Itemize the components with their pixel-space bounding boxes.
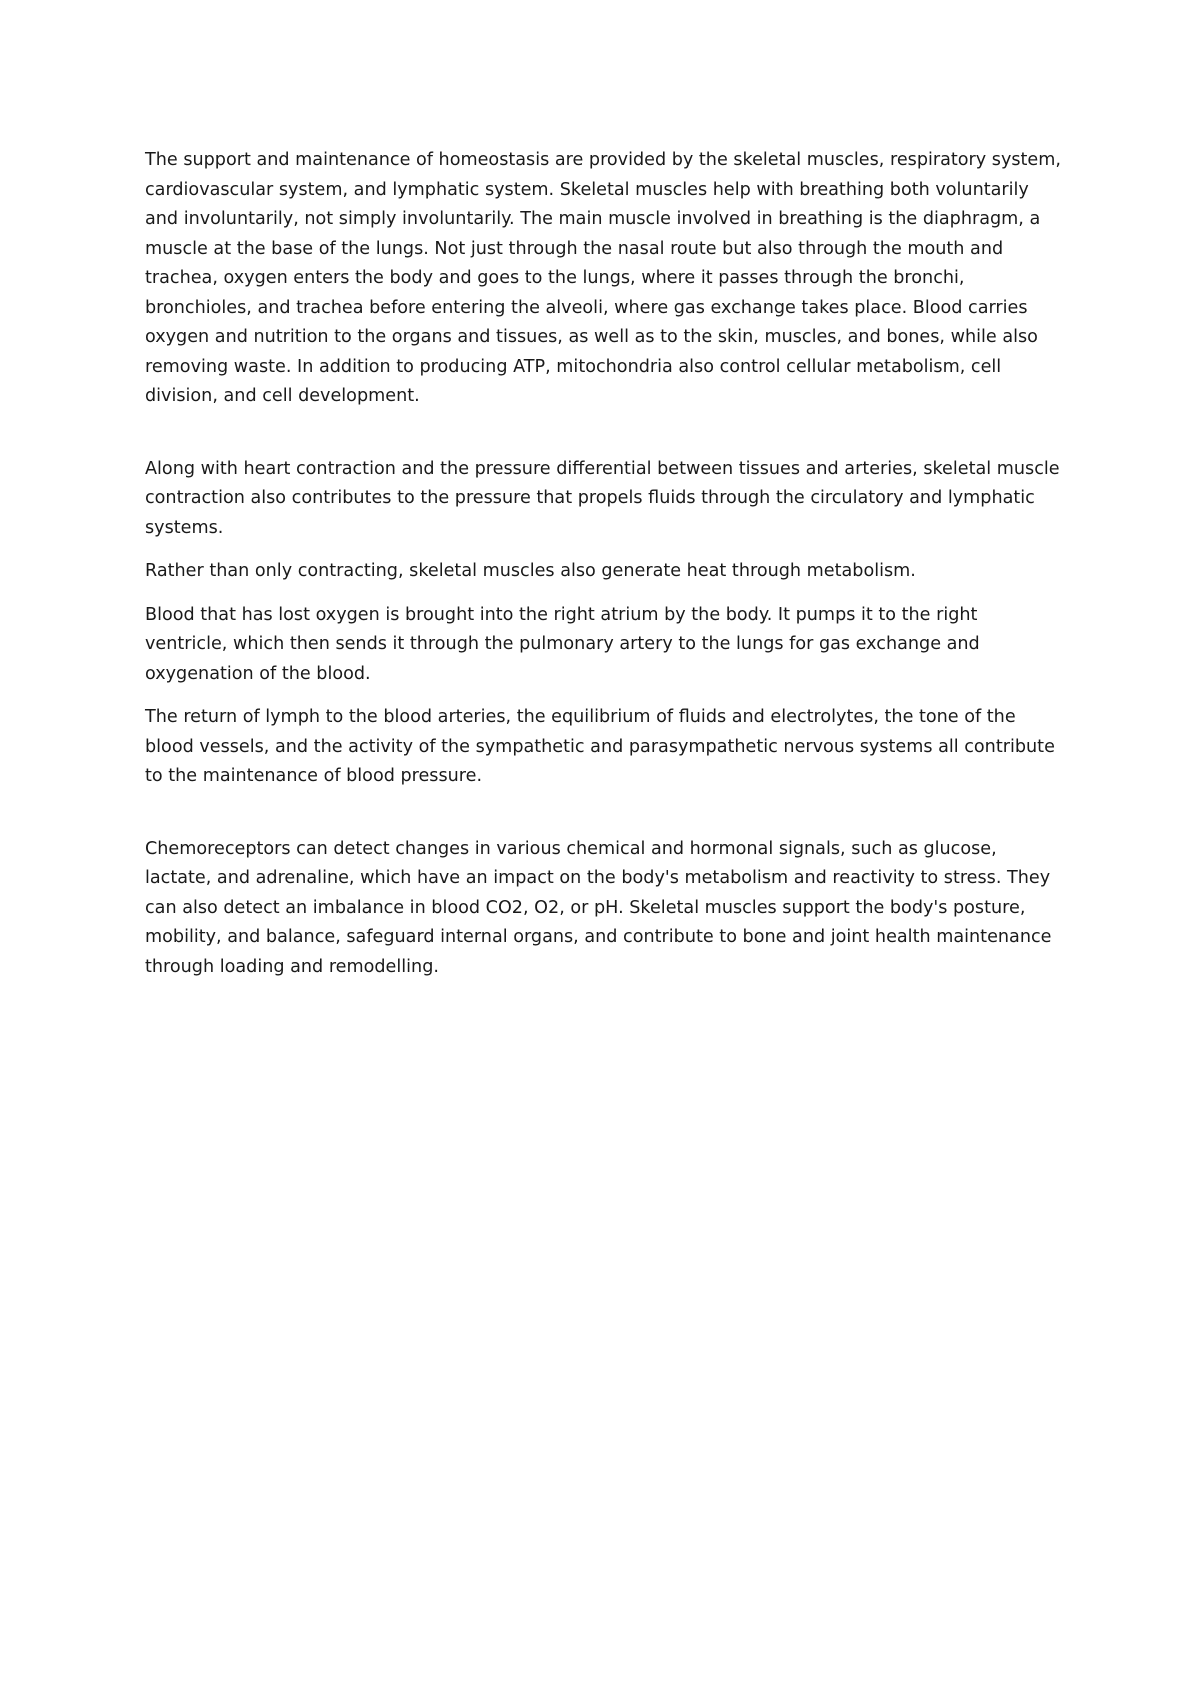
paragraph-blood-pressure: The return of lymph to the blood arteries, the equilibrium of fluids and electrolytes, the tone of the blood vessels, and the activity of the sympathetic and parasympathetic nervous systems all contribute to the maintenance of blood pressure. [145,707,1055,786]
paragraph-homeostasis: The support and maintenance of homeostasis are provided by the skeletal muscles, respiratory system, cardiovascular system, and lymphatic system. Skeletal muscles help with breathing both voluntarily and involuntarily, not simply involuntarily. The main muscle involved in breathing is the diaphragm, a muscle at the base of the lungs. Not just through the nasal route but also through the mouth and trachea, oxygen enters the body and goes to the lungs, where it passes through the bronchi, bronchioles, and trachea before entering the alveoli, where gas exchange takes place. Blood carries oxygen and nutrition to the organs and tissues, as well as to the skin, muscles, and bones, while also removing waste. In addition to producing ATP, mitochondria also control cellular metabolism, cell division, and cell development. [145,150,1061,406]
paragraph-muscle-contraction: Along with heart contraction and the pressure differential between tissues and arteries, skeletal muscle contraction also contributes to the pressure that propels fluids through the circulatory and lymphatic systems. [145,458,1060,538]
paragraph-blood-circulation: Blood that has lost oxygen is brought into the right atrium by the body. It pumps it to the right ventricle, which then sends it through the pulmonary artery to the lungs for gas exchange and oxygenation of the blood. [145,604,980,684]
document-body [145,146,1065,996]
paragraph-heat-generation: Rather than only contracting, skeletal muscles also generate heat through metabolism. [145,561,916,581]
paragraph-chemoreceptors: Chemoreceptors can detect changes in various chemical and hormonal signals, such as glucose, lactate, and adrenaline, which have an impact on the body's metabolism and reactivity to stress. They can also detect an imbalance in blood CO2, O2, or pH. Skeletal muscles support the body's posture, mobility, and balance, safeguard internal organs, and contribute to bone and joint health maintenance through loading and remodelling. [145,838,1052,977]
